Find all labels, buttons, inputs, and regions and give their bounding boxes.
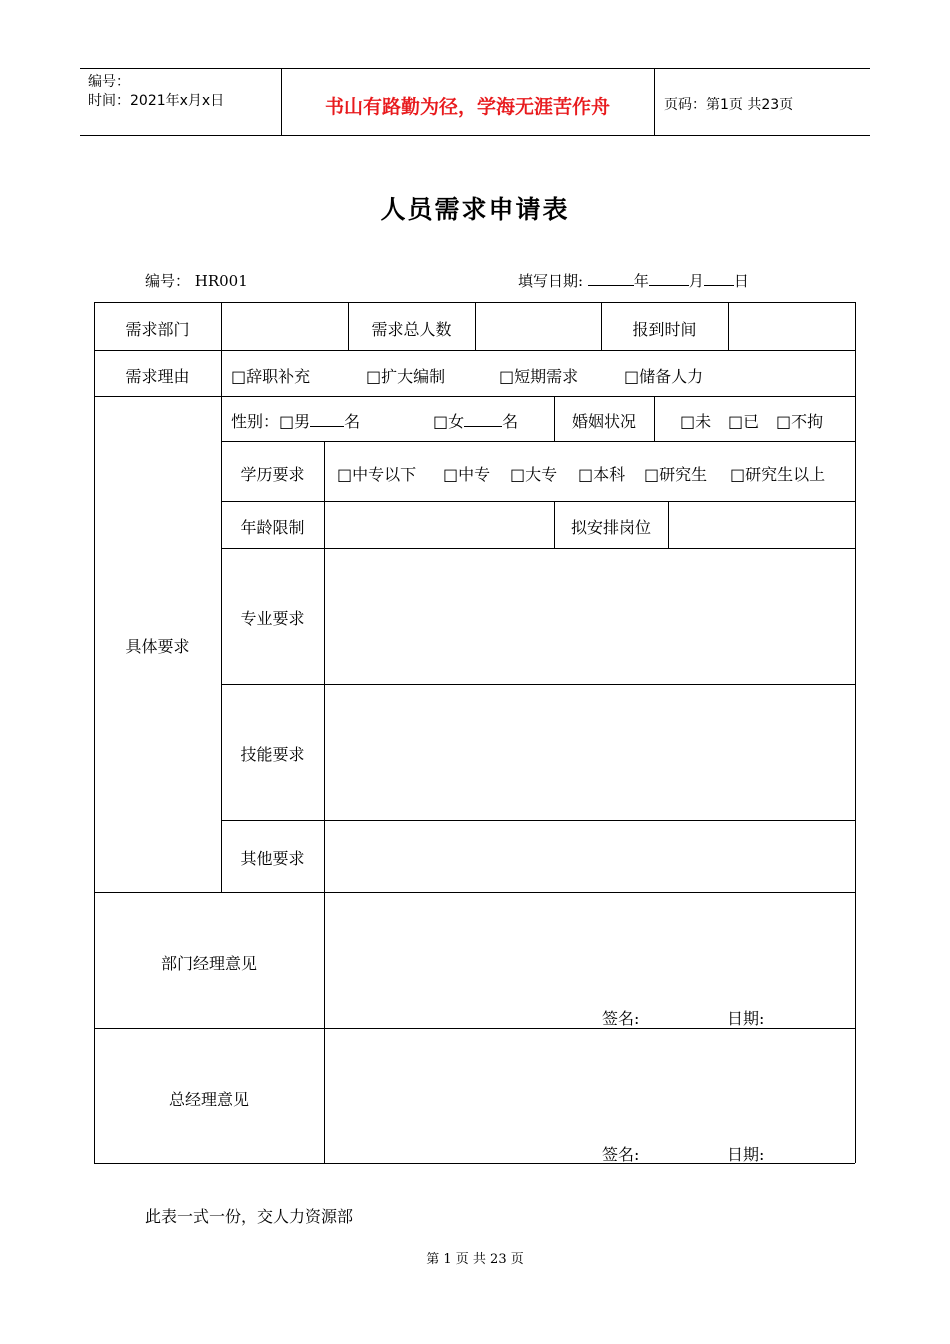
general-manager-date-label: 日期: [727,1145,765,1164]
reason-option-shortterm[interactable]: □短期需求 [499,367,579,386]
table-rule [654,396,655,441]
general-manager-opinion-field[interactable] [325,1029,855,1129]
form-number: 编号： HR001 [145,272,248,290]
general-manager-sign-label: 签名: [602,1145,640,1164]
post-label: 拟安排岗位 [570,518,651,537]
reason-option-expand[interactable]: □扩大编制 [366,367,446,386]
report-time-field[interactable] [729,303,855,350]
gender-male-label[interactable]: 性别：□男 [231,412,311,431]
edu-option-graduate[interactable]: □研究生 [644,465,708,484]
header-divider [654,69,655,136]
form-title: 人员需求申请表 [380,195,570,224]
day-unit: 日 [733,272,749,290]
gender-male [231,409,360,432]
major-field[interactable] [325,549,855,684]
marriage-option-married[interactable]: □已 [728,412,760,431]
skill-field[interactable] [325,685,855,820]
edu-option-below-secondary[interactable]: □中专以下 [337,465,417,484]
table-rule [855,302,856,1163]
header-page-info: 页码：第1页 共23页 [664,97,794,113]
year-unit: 年 [633,272,649,290]
male-unit: 名 [344,412,361,431]
skill-label: 技能要求 [240,745,305,764]
dept-manager-opinion-field[interactable] [325,893,855,993]
marriage-option-any[interactable]: □不拘 [776,412,824,431]
other-field[interactable] [325,821,855,892]
post-field[interactable] [669,502,855,548]
table-rule [94,302,95,1163]
marriage-label: 婚姻状况 [571,412,636,431]
marriage-option-single[interactable]: □未 [680,412,712,431]
page-footer: 第 1 页 共 23 页 [426,1252,524,1267]
edu-option-secondary[interactable]: □中专 [443,465,491,484]
major-label: 专业要求 [240,609,305,628]
header-bottom-rule [80,135,870,136]
male-count-blank[interactable] [310,412,344,427]
education-label: 学历要求 [240,465,305,484]
edu-option-above-graduate[interactable]: □研究生以上 [730,465,826,484]
header-time-label: 时间：2021年x月x日 [88,93,225,109]
general-manager-label: 总经理意见 [168,1090,249,1109]
fill-date-label: 填写日期: [518,272,584,290]
female-count-blank[interactable] [464,412,502,427]
age-label: 年龄限制 [240,518,305,537]
specific-label: 具体要求 [125,637,190,656]
header-motto: 书山有路勤为径，学海无涯苦作舟 [324,96,610,118]
header-number-label: 编号： [88,74,130,90]
month-unit: 月 [688,272,704,290]
reason-option-resign[interactable]: □辞职补充 [231,367,311,386]
table-rule [94,396,855,397]
form-note: 此表一式一份，交人力资源部 [145,1207,354,1226]
edu-option-bachelor[interactable]: □本科 [578,465,626,484]
female-unit: 名 [502,412,519,431]
table-rule [221,350,222,396]
dept-label: 需求部门 [125,320,190,339]
table-rule [221,441,855,442]
dept-manager-sign-label: 签名: [602,1009,640,1028]
total-field[interactable] [476,303,601,350]
month-blank[interactable] [649,271,689,286]
gender-female-label[interactable]: □女 [433,412,465,431]
table-rule [94,350,855,351]
gender-female [433,409,518,432]
total-label: 需求总人数 [371,320,452,339]
day-blank[interactable] [704,271,734,286]
header-top-rule [80,68,870,69]
other-label: 其他要求 [240,849,305,868]
report-time-label: 报到时间 [632,320,697,339]
reason-option-reserve[interactable]: □储备人力 [624,367,704,386]
year-blank[interactable] [588,271,634,286]
dept-manager-label: 部门经理意见 [160,954,257,973]
age-field[interactable] [325,502,554,548]
dept-field[interactable] [222,303,348,350]
dept-manager-date-label: 日期: [727,1009,765,1028]
edu-option-college[interactable]: □大专 [510,465,558,484]
reason-label: 需求理由 [125,367,190,386]
fill-date [518,270,749,291]
